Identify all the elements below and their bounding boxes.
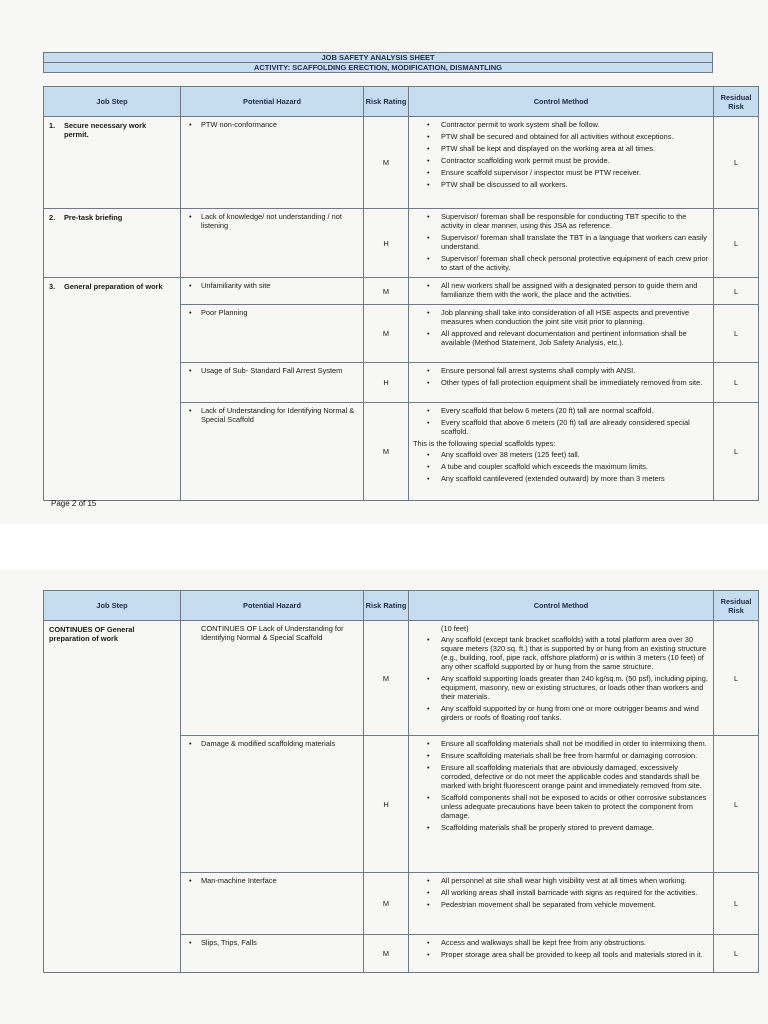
header-control-method: Control Method xyxy=(409,87,714,117)
control-item: • Access and walkways shall be kept free from any obstructions. xyxy=(441,938,709,947)
residual-risk-cell: L xyxy=(714,873,759,935)
sheet-activity: ACTIVITY: SCAFFOLDING ERECTION, MODIFICATION, DISMANTLING xyxy=(44,62,712,72)
control-note: This is the following special scaffolds types: xyxy=(413,439,556,448)
hazard-item: • PTW non-conformance xyxy=(201,120,357,129)
residual-risk-cell: L xyxy=(714,736,759,873)
residual-risk-cell: L xyxy=(714,278,759,305)
table-row xyxy=(44,621,759,736)
control-item: • Any scaffold (except tank bracket scaffolds) with a total platform area over 30 square meters (320 sq. ft.) that is supported by or hung from an existing structure (e.g., building, roof, pipe rack, offshore platform) or is within 3 meters (10 feet) of any other scaffold supported by or hung from the same structure. xyxy=(441,635,709,671)
residual-risk-cell: L xyxy=(714,117,759,209)
control-method-cell xyxy=(409,935,714,973)
control-item: • A tube and coupler scaffold which exceeds the maximum limits. xyxy=(441,462,709,471)
control-item: • All approved and relevant documentation and pertinent information shall be available (Method Statement, Job Safety Analysis, etc.). xyxy=(441,329,709,347)
step-number: 1. xyxy=(49,121,56,130)
control-method-cell xyxy=(409,873,714,935)
control-method-cell xyxy=(409,363,714,403)
jsa-table-page-1 xyxy=(43,86,759,501)
hazard-cell xyxy=(181,621,364,736)
control-item: • Other types of fall protection equipment shall be immediately removed from site. xyxy=(441,378,709,387)
job-step-cell xyxy=(44,209,181,278)
header-job-step: Job Step xyxy=(44,87,181,117)
header-residual-risk: Residual Risk xyxy=(714,591,759,621)
control-item: • Supervisor/ foreman shall check personal protective equipment of each crew prior to start of the activity. xyxy=(441,254,709,272)
control-list xyxy=(413,876,709,909)
step-text: CONTINUES OF General preparation of work xyxy=(49,625,135,643)
table-row xyxy=(44,278,759,305)
header-risk-rating: Risk Rating xyxy=(364,591,409,621)
control-list xyxy=(413,366,709,387)
risk-rating-cell: H xyxy=(364,363,409,403)
control-item: • Scaffolding materials shall be properly stored to prevent damage. xyxy=(441,823,709,832)
control-item: • Every scaffold that below 6 meters (20 ft) tall are normal scaffold. xyxy=(441,406,709,415)
risk-rating-cell: M xyxy=(364,403,409,501)
step-text: Pre-task briefing xyxy=(64,213,123,222)
residual-risk-cell: L xyxy=(714,363,759,403)
control-item: • Proper storage area shall be provided to keep all tools and materials stored in it. xyxy=(441,950,709,959)
header-job-step: Job Step xyxy=(44,591,181,621)
control-item: • Supervisor/ foreman shall be responsible for conducting TBT specific to the activity in clear manner, using this JSA as reference. xyxy=(441,212,709,230)
control-item: • All personnel at site shall wear high visibility vest at all times when working. xyxy=(441,876,709,885)
control-item: • Ensure scaffold supervisor / inspector must be PTW receiver. xyxy=(441,168,709,177)
table-row xyxy=(44,117,759,209)
hazard-text: CONTINUES OF Lack of Understanding for Identifying Normal & Special Scaffold xyxy=(201,624,344,642)
page-gap xyxy=(0,524,768,570)
header-risk-rating: Risk Rating xyxy=(364,87,409,117)
page-number: Page 2 of 15 xyxy=(51,499,97,508)
control-method-cell xyxy=(409,209,714,278)
control-list xyxy=(413,406,709,436)
residual-risk-cell: L xyxy=(714,209,759,278)
hazard-item: • Slips, Trips, Falls xyxy=(201,938,357,947)
header-row xyxy=(44,591,759,621)
table-row xyxy=(44,209,759,278)
control-item: • Pedestrian movement shall be separated from vehicle movement. xyxy=(441,900,709,909)
hazard-item: • Lack of Understanding for Identifying Normal & Special Scaffold xyxy=(201,406,357,424)
hazard-item: • Lack of knowledge/ not understanding / not listening xyxy=(201,212,357,230)
control-item: • Ensure personal fall arrest systems shall comply with ANSI. xyxy=(441,366,709,375)
hazard-cell xyxy=(181,736,364,873)
control-item: • Ensure all scaffolding materials that are obviously damaged, excessively corroded, defective or do not meet the applicable codes and standards shall be marked with bright fluorescent orange paint and immediately removed from site. xyxy=(441,763,709,790)
sheet-title-box xyxy=(43,52,713,73)
header-row xyxy=(44,87,759,117)
hazard-cell xyxy=(181,363,364,403)
header-control-method: Control Method xyxy=(409,591,714,621)
residual-risk-cell: L xyxy=(714,621,759,736)
control-item: • PTW shall be kept and displayed on the working area at all times. xyxy=(441,144,709,153)
risk-rating-cell: M xyxy=(364,117,409,209)
risk-rating-cell: M xyxy=(364,873,409,935)
control-item: • Supervisor/ foreman shall translate the TBT in a language that workers can easily understand. xyxy=(441,233,709,251)
control-item: • Contractor scaffolding work permit must be provide. xyxy=(441,156,709,165)
control-item: • Any scaffold cantilevered (extended outward) by more than 3 meters xyxy=(441,474,709,483)
control-list xyxy=(413,281,709,299)
control-item: • PTW shall be discussed to all workers. xyxy=(441,180,709,189)
header-potential-hazard: Potential Hazard xyxy=(181,591,364,621)
hazard-cell xyxy=(181,209,364,278)
control-item: • Ensure all scaffolding materials shall not be modified in order to intermixing them. xyxy=(441,739,709,748)
control-item: • All working areas shall install barricade with signs as required for the activities. xyxy=(441,888,709,897)
step-text: General preparation of work xyxy=(64,282,163,291)
control-list xyxy=(413,938,709,959)
hazard-item: • Man-machine Interface xyxy=(201,876,357,885)
header-potential-hazard: Potential Hazard xyxy=(181,87,364,117)
hazard-cell xyxy=(181,935,364,973)
hazard-cell xyxy=(181,403,364,501)
hazard-cell xyxy=(181,873,364,935)
control-method-cell xyxy=(409,403,714,501)
job-step-cell xyxy=(44,117,181,209)
control-item: • PTW shall be secured and obtained for all activities without exceptions. xyxy=(441,132,709,141)
control-list xyxy=(413,120,709,189)
control-lead: (10 feet) xyxy=(441,624,469,633)
control-item: • Any scaffold supporting loads greater than 240 kg/sq.m. (50 psf), including piping, equipment, masonry, new or existing structures, or loads other than workers and their materials. xyxy=(441,674,709,701)
control-method-cell xyxy=(409,736,714,873)
control-list xyxy=(413,739,709,832)
hazard-item: • Usage of Sub- Standard Fall Arrest System xyxy=(201,366,357,375)
control-method-cell xyxy=(409,621,714,736)
control-method-cell xyxy=(409,117,714,209)
control-list xyxy=(413,212,709,272)
risk-rating-cell: H xyxy=(364,736,409,873)
residual-risk-cell: L xyxy=(714,935,759,973)
step-text: Secure necessary work permit. xyxy=(64,121,147,139)
job-step-cell xyxy=(44,278,181,501)
hazard-item: • Unfamiliarity with site xyxy=(201,281,357,290)
risk-rating-cell: M xyxy=(364,935,409,973)
job-step-cell xyxy=(44,621,181,973)
control-method-cell xyxy=(409,278,714,305)
control-item: • Ensure scaffolding materials shall be free from harmful or damaging corrosion. xyxy=(441,751,709,760)
residual-risk-cell: L xyxy=(714,403,759,501)
hazard-cell xyxy=(181,305,364,363)
step-number: 2. xyxy=(49,213,56,222)
control-item: • Scaffold components shall not be exposed to acids or other corrosive substances unless adequate precautions have been taken to protect the component from damage. xyxy=(441,793,709,820)
control-method-cell xyxy=(409,305,714,363)
hazard-cell xyxy=(181,278,364,305)
hazard-item: • Damage & modified scaffolding materials xyxy=(201,739,357,748)
sheet-title: JOB SAFETY ANALYSIS SHEET xyxy=(321,53,435,62)
control-list xyxy=(413,635,709,722)
control-list xyxy=(413,308,709,347)
control-list xyxy=(413,450,709,483)
risk-rating-cell: M xyxy=(364,305,409,363)
jsa-table-page-2 xyxy=(43,590,759,973)
hazard-cell xyxy=(181,117,364,209)
control-item: • Any scaffold over 38 meters (125 feet) tall. xyxy=(441,450,709,459)
risk-rating-cell: H xyxy=(364,209,409,278)
control-item: • Any scaffold supported by or hung from one or more outrigger beams and wind girders or roofs of floating roof tanks. xyxy=(441,704,709,722)
control-item: • All new workers shall be assigned with a designated person to guide them and familiarize them with the work, the place and the activities. xyxy=(441,281,709,299)
header-residual-risk: Residual Risk xyxy=(714,87,759,117)
risk-rating-cell: M xyxy=(364,621,409,736)
hazard-item: • Poor Planning xyxy=(201,308,357,317)
risk-rating-cell: M xyxy=(364,278,409,305)
control-item: • Job planning shall take into consideration of all HSE aspects and preventive measures when conduction the joint site visit prior to planning. xyxy=(441,308,709,326)
control-item: • Contractor permit to work system shall be follow. xyxy=(441,120,709,129)
step-number: 3. xyxy=(49,282,56,291)
residual-risk-cell: L xyxy=(714,305,759,363)
control-item: • Every scaffold that above 6 meters (20 ft) tall are already considered special scaffold. xyxy=(441,418,709,436)
